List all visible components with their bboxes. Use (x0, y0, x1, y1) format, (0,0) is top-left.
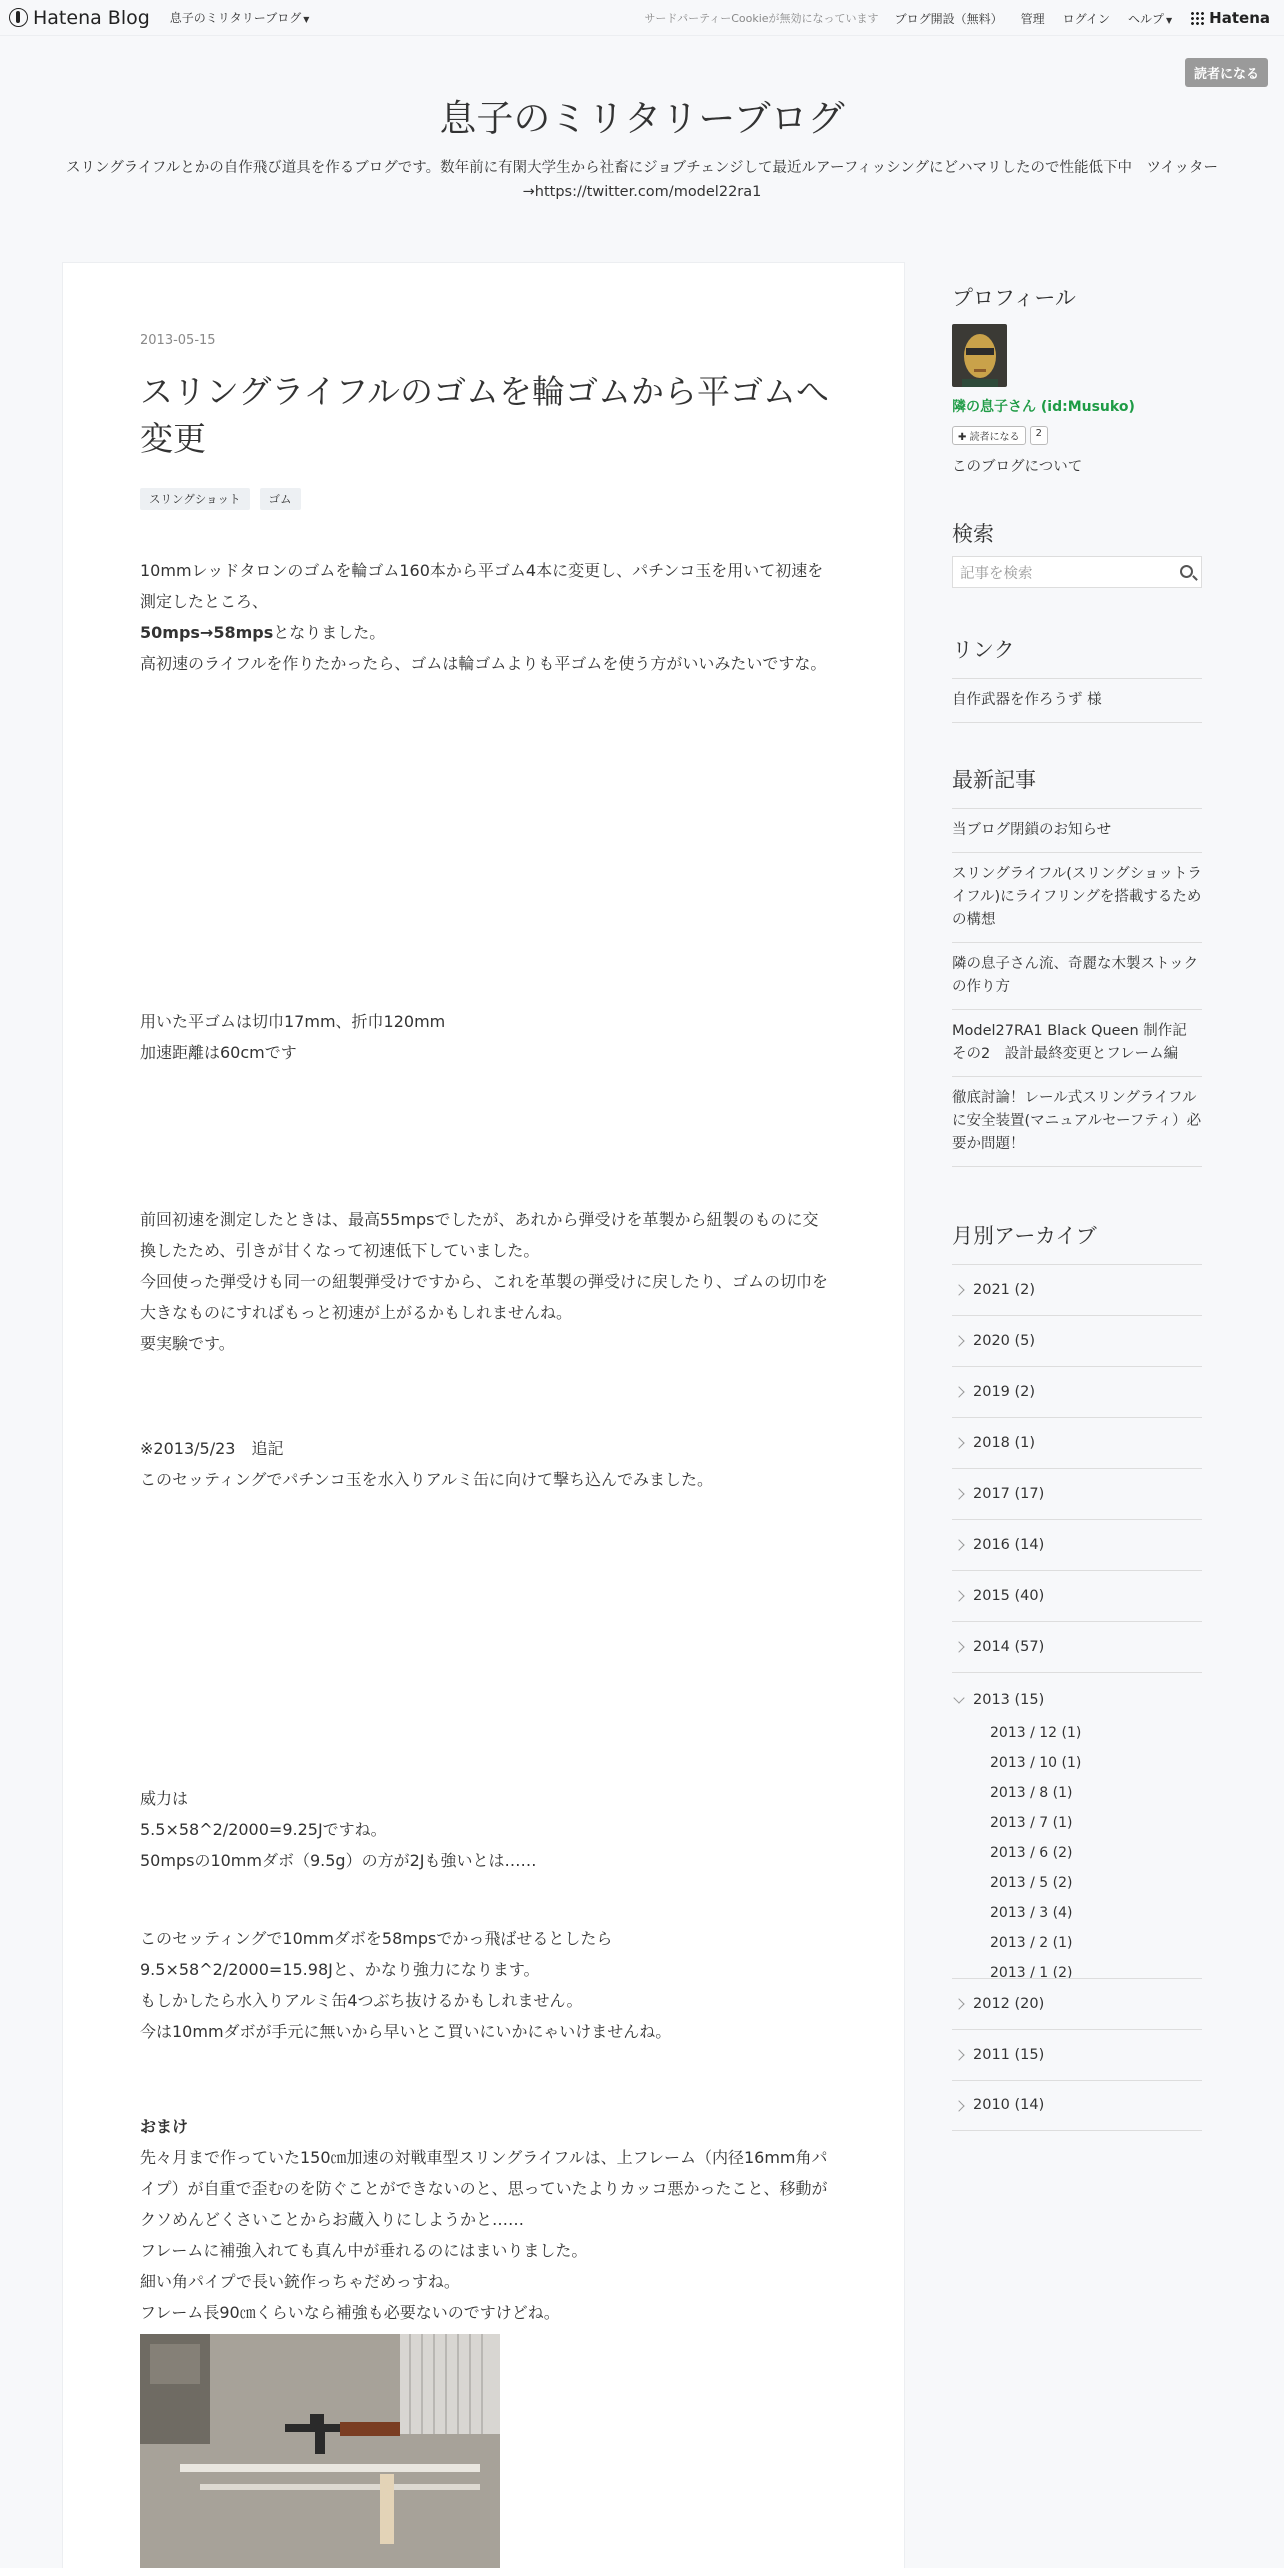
search-icon[interactable] (1180, 565, 1193, 578)
archive-year-open[interactable]: 2013 (15) 2013 / 12 (1) 2013 / 10 (1) 2013 / 8 (1) 2013 / 7 (1) 2013 / 6 (2) 2013 / 5 (2) 2013 / 3 (4) 2013 / 2 (1) 2013 / 1 (2) (952, 1672, 1202, 1978)
archive-month[interactable]: 2013 / 6 (2) (990, 1845, 1073, 1861)
category-slingshot[interactable]: スリングショット (140, 488, 250, 510)
archive-year[interactable]: 2015 (40) (952, 1570, 1202, 1621)
archive-module (952, 1220, 1202, 2131)
archive-month[interactable]: 2013 / 10 (1) (990, 1755, 1082, 1771)
recent-list (952, 808, 1202, 1167)
blog-description: スリングライフルとかの自作飛び道具を作るブログです。数年前に有閑大学生から社畜にジョブチェンジして最近ルアーフィッシングにどハマリしたので性能低下中 ツイッター→https://twitter.com/model22ra1 (65, 160, 1219, 200)
archive-month[interactable]: 2013 / 8 (1) (990, 1785, 1073, 1801)
profile-module (952, 282, 1202, 475)
hatena-blog-logo-icon (9, 8, 28, 27)
login-link[interactable]: ログイン (1062, 11, 1110, 26)
archive-month[interactable]: 2013 / 12 (1) (990, 1725, 1082, 1741)
links-title: リンク (952, 638, 1015, 662)
recent-item[interactable]: 当ブログ閉鎖のお知らせ (952, 808, 1202, 852)
hatena-blog-logo[interactable]: Hatena Blog (9, 7, 150, 29)
recent-item[interactable]: 隣の息子さん流、奇麗な木製ストックの作り方 (952, 942, 1202, 1009)
archive-year[interactable]: 2016 (14) (952, 1519, 1202, 1570)
subscriber-count[interactable]: 2 (1030, 426, 1048, 445)
recent-item[interactable]: Model27RA1 Black Queen 制作記 その2 設計最終変更とフレーム編 (952, 1009, 1202, 1076)
link-item[interactable]: 自作武器を作ろうず 様 (952, 678, 1202, 723)
admin-link[interactable]: 管理 (1020, 11, 1045, 26)
profile-avatar[interactable] (952, 324, 1007, 387)
paragraph-1: 10mmレッドタロンのゴムを輪ゴム160本から平ゴム4本に変更し、パチンコ玉を用いて初速を測定したところ、 50mps→58mpsとなりました。 高初速のライフルを作りたかったら、ゴムは輪ゴムよりも平ゴムを使う方がいいみたいですな。 (140, 561, 827, 673)
open-blog-link[interactable]: ブログ開設（無料） (894, 11, 1003, 26)
archive-year[interactable]: 2021 (2) (952, 1264, 1202, 1315)
archive-list (952, 1264, 1202, 2131)
profile-subscribe-button[interactable]: ✚ 読者になる (952, 426, 1026, 445)
entry-title[interactable]: スリングライフルのゴムを輪ゴムから平ゴムへ変更 (140, 372, 830, 458)
blog-title[interactable]: 息子のミリタリーブログ (439, 97, 845, 140)
chevron-right-icon (953, 2049, 964, 2060)
archive-month[interactable]: 2013 / 7 (1) (990, 1815, 1073, 1831)
search-input[interactable]: 記事を検索 (952, 556, 1202, 588)
chevron-right-icon (953, 1284, 964, 1295)
archive-month[interactable]: 2013 / 5 (2) (990, 1875, 1073, 1891)
entry-categories (140, 488, 830, 510)
chevron-right-icon (953, 1335, 964, 1346)
paragraph-3: 前回初速を測定したときは、最高55mpsでしたが、あれから弾受けを革製から紐製のものに交換したため、引きが甘くなって初速低下していました。 今回使った弾受けも同一の紐製弾受けですから、これを革製の弾受けに戻したり、ゴムの切巾を大きなものにすればもっと初速が上がるかもしれませんね。 要実験です。 (140, 1210, 829, 1353)
links-module (952, 634, 1202, 723)
entry (140, 333, 830, 510)
archive-year[interactable]: 2017 (17) (952, 1468, 1202, 1519)
chevron-right-icon (953, 1590, 964, 1601)
chevron-right-icon (953, 2100, 964, 2111)
archive-year[interactable]: 2010 (14) (952, 2080, 1202, 2131)
chevron-right-icon (953, 1386, 964, 1397)
chevron-right-icon (953, 1539, 964, 1550)
archive-month[interactable]: 2013 / 2 (1) (990, 1935, 1073, 1951)
paragraph-4: ※2013/5/23 追記 このセッティングでパチンコ玉を水入りアルミ缶に向けて撃ち込んでみました。 (140, 1439, 713, 1489)
entry-date[interactable]: 2013-05-15 (140, 333, 216, 348)
hatena-logo[interactable]: Hatena (1190, 9, 1270, 27)
sling-rifle-photo[interactable] (140, 2334, 500, 2568)
cookie-notice[interactable]: サードパーティーCookieが無効になっています (644, 12, 879, 25)
profile-subscribe (952, 426, 1048, 445)
archive-month[interactable]: 2013 / 1 (2) (990, 1965, 1073, 1981)
recent-item[interactable]: スリングライフル(スリングショットライフル)にライフリングを搭載するための構想 (952, 852, 1202, 942)
category-rubber[interactable]: ゴム (260, 488, 301, 510)
recent-title: 最新記事 (952, 768, 1036, 792)
archive-title: 月別アーカイブ (952, 1224, 1097, 1248)
sling-rifle-photo-drawing (140, 2334, 500, 2568)
main-content (62, 262, 905, 2568)
chevron-right-icon (953, 1641, 964, 1652)
archive-months (990, 1718, 1202, 1988)
links-list (952, 678, 1202, 723)
chevron-right-icon (953, 1437, 964, 1448)
archive-year[interactable]: 2020 (5) (952, 1315, 1202, 1366)
caret-down-icon: ▼ (1166, 15, 1173, 25)
archive-year[interactable]: 2019 (2) (952, 1366, 1202, 1417)
paragraph-7: おまけ 先々月まで作っていた150㎝加速の対戦車型スリングライフルは、上フレーム（内径16mm角パイプ）が自重で歪むのを防ぐことができないのと、思っていたよりカッコ悪かったこと、移動がクソめんどくさいことからお蔵入りにしようかと…… フレームに補強入れても真ん中が垂れるのにはまいりました。 細い角パイプで長い銃作っちゃだめっすね。 フレーム長90㎝くらいなら補強も必要ないのですけどね。 (140, 2111, 830, 2328)
blog-menu[interactable]: 息子のミリタリーブログ ▼ (169, 11, 310, 25)
header-right (644, 0, 1284, 36)
recent-module (952, 764, 1202, 1167)
paragraph-5: 威力は 5.5×58^2/2000=9.25Jですね。 50mpsの10mmダボ（9.5g）の方が2Jも強いとは…… (140, 1789, 537, 1870)
chevron-right-icon (953, 1998, 964, 2009)
archive-year[interactable]: 2011 (15) (952, 2029, 1202, 2080)
global-header (0, 0, 1284, 36)
archive-year[interactable]: 2012 (20) (952, 1978, 1202, 2029)
recent-item[interactable]: 徹底討論！レール式スリングライフルに安全装置(マニュアルセーフティ）必要か問題！ (952, 1076, 1202, 1167)
archive-year[interactable]: 2018 (1) (952, 1417, 1202, 1468)
help-menu[interactable]: ヘルプ ▼ (1128, 11, 1173, 26)
omake-heading: おまけ (140, 2117, 189, 2136)
avatar-image (952, 324, 1007, 387)
hatena-dots-icon (1190, 11, 1204, 25)
paragraph-6: このセッティングで10mmダボを58mpsでかっ飛ばせるとしたら 9.5×58^2/2000=15.98Jと、かなり強力になります。 もしかしたら水入りアルミ缶4つぶち抜けるかもしれません。 今は10mmダボが手元に無いから早いとこ買いにいかにゃいけませんね。 (140, 1929, 672, 2041)
search-module (952, 518, 1202, 582)
subscribe-button[interactable]: 読者になる (1185, 58, 1268, 87)
speed-result: 50mps→58mps (140, 623, 274, 642)
about-blog-link[interactable]: このブログについて (952, 459, 1083, 475)
profile-name[interactable]: 隣の息子さん (id:Musuko) (952, 399, 1135, 415)
chevron-down-icon (953, 1692, 964, 1703)
archive-year[interactable]: 2014 (57) (952, 1621, 1202, 1672)
search-title: 検索 (952, 522, 994, 546)
archive-month[interactable]: 2013 / 3 (4) (990, 1905, 1073, 1921)
caret-down-icon: ▼ (303, 15, 310, 24)
paragraph-2: 用いた平ゴムは切巾17mm、折巾120mm 加速距離は60cmです (140, 1012, 446, 1062)
chevron-right-icon (953, 1488, 964, 1499)
profile-title: プロフィール (952, 286, 1076, 310)
